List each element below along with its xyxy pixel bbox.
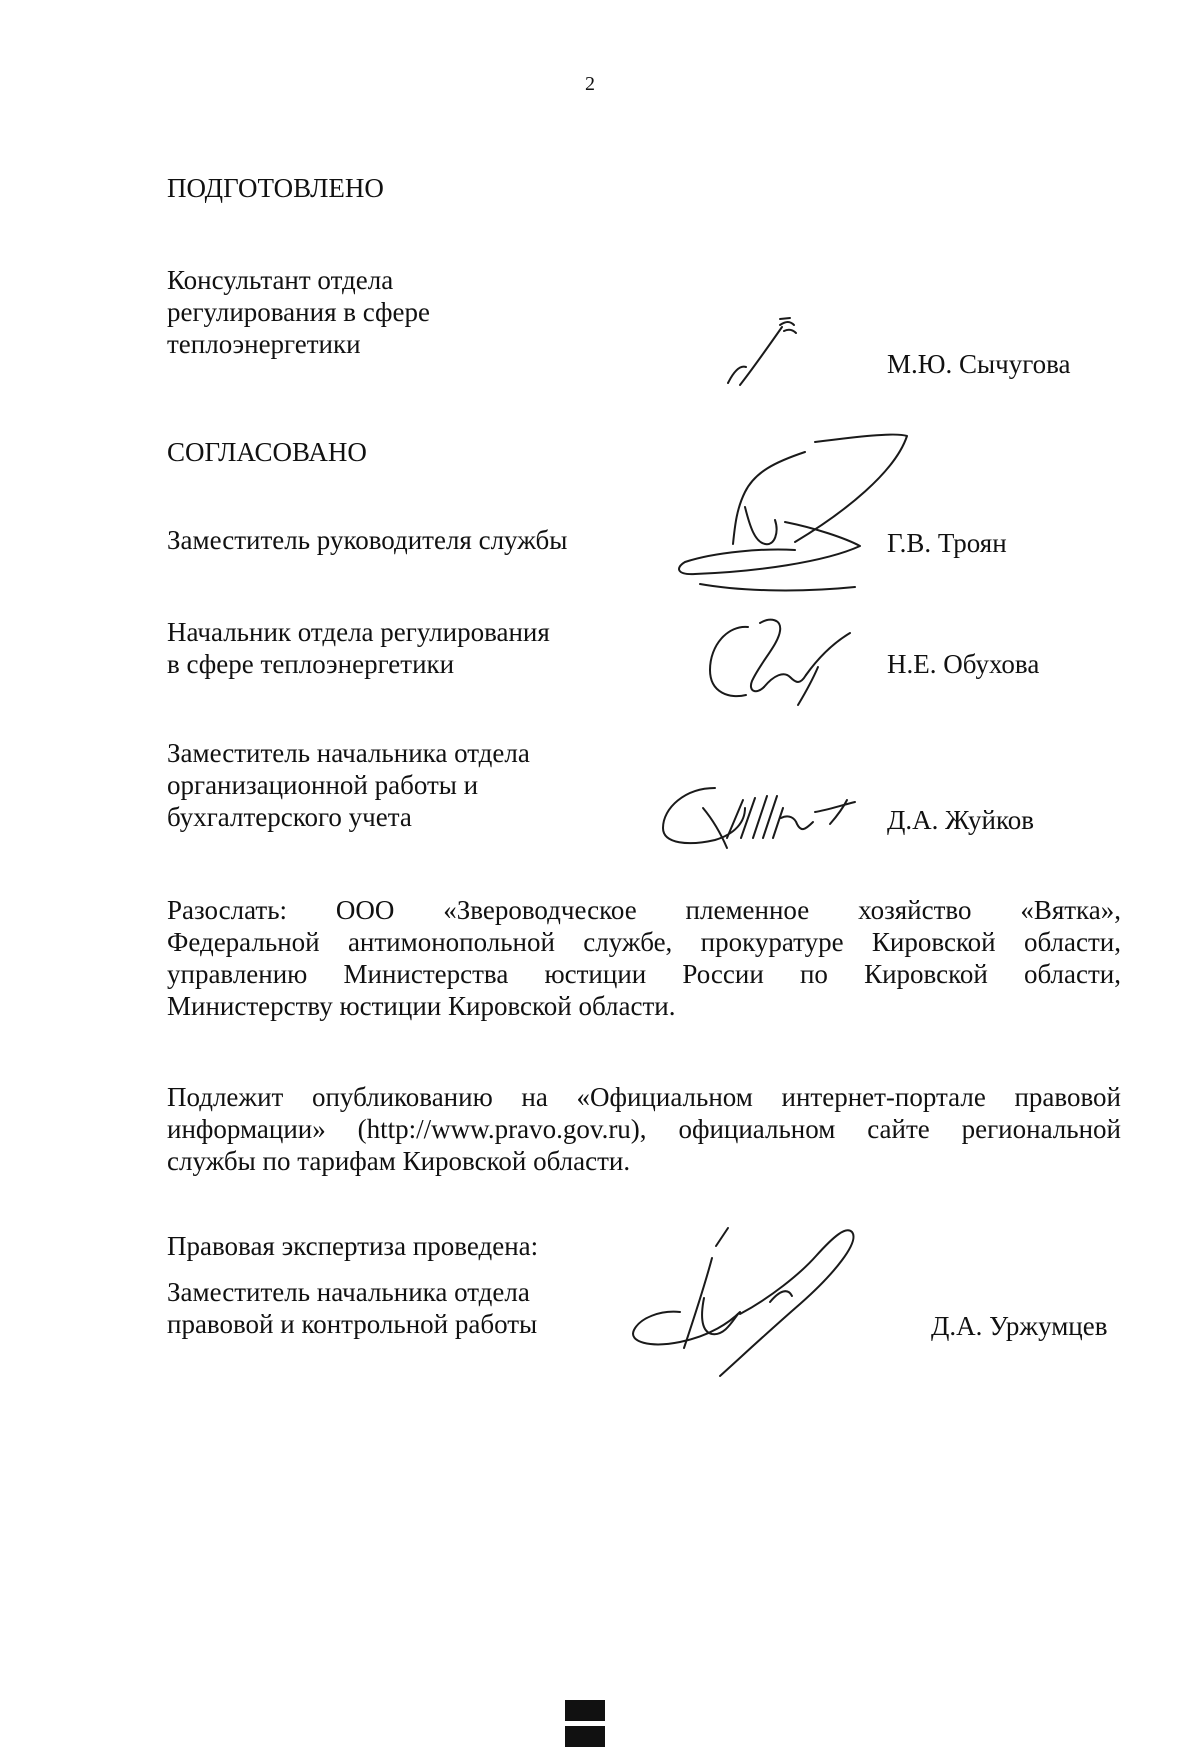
distribution-line: Разослать: ООО «Звероводческое племенное хозяйство «Вятка», <box>167 895 1121 925</box>
prepared-name: М.Ю. Сычугова <box>887 349 1071 379</box>
legal-review-heading: Правовая экспертиза проведена: <box>167 1231 539 1261</box>
legal-review-position-line: правовой и контрольной работы <box>167 1309 538 1339</box>
signatory-position-line: Начальник отдела регулирования <box>167 617 550 647</box>
prepared-position-line: Консультант отдела <box>167 265 394 295</box>
signature-zhuykov <box>655 778 865 858</box>
signature-sychugova <box>720 315 820 390</box>
stamp-mark <box>565 1700 655 1721</box>
publication-line: Подлежит опубликованию на «Официальном интернет-портале правовой <box>167 1082 1121 1112</box>
distribution-line: управлению Министерства юстиции России по Кировской области, <box>167 959 1121 989</box>
prepared-position-line: регулирования в сфере <box>167 297 431 327</box>
distribution-line: Федеральной антимонопольной службе, прокуратуре Кировской области, <box>167 927 1121 957</box>
signatory-position-line: Заместитель начальника отдела <box>167 738 530 768</box>
legal-review-position-line: Заместитель начальника отдела <box>167 1277 530 1307</box>
signatory-position-line: Заместитель руководителя службы <box>167 525 568 555</box>
prepared-position-line: теплоэнергетики <box>167 329 361 359</box>
signature-obukhova <box>700 615 860 710</box>
signatory-name: Г.В. Троян <box>887 528 1007 558</box>
signature-urzhumtsev <box>620 1218 900 1383</box>
distribution-block <box>167 894 1121 1022</box>
signature-troyan <box>675 432 915 597</box>
publication-line: службы по тарифам Кировской области. <box>167 1146 631 1176</box>
distribution-line: Министерству юстиции Кировской области. <box>167 991 676 1021</box>
signatory-name: Д.А. Жуйков <box>887 805 1034 835</box>
signatory-position-line: в сфере теплоэнергетики <box>167 649 455 679</box>
signatory-name: Н.Е. Обухова <box>887 649 1040 679</box>
signatory-position-line: бухгалтерского учета <box>167 802 412 832</box>
legal-review-name: Д.А. Уржумцев <box>931 1311 1108 1341</box>
page-number: 2 <box>585 73 595 95</box>
prepared-heading: ПОДГОТОВЛЕНО <box>167 173 384 203</box>
publication-block <box>167 1081 1121 1177</box>
agreed-heading: СОГЛАСОВАНО <box>167 437 367 467</box>
publication-line: информации» (http://www.pravo.gov.ru), официальном сайте региональной <box>167 1114 1121 1144</box>
signatory-position-line: организационной работы и <box>167 770 479 800</box>
